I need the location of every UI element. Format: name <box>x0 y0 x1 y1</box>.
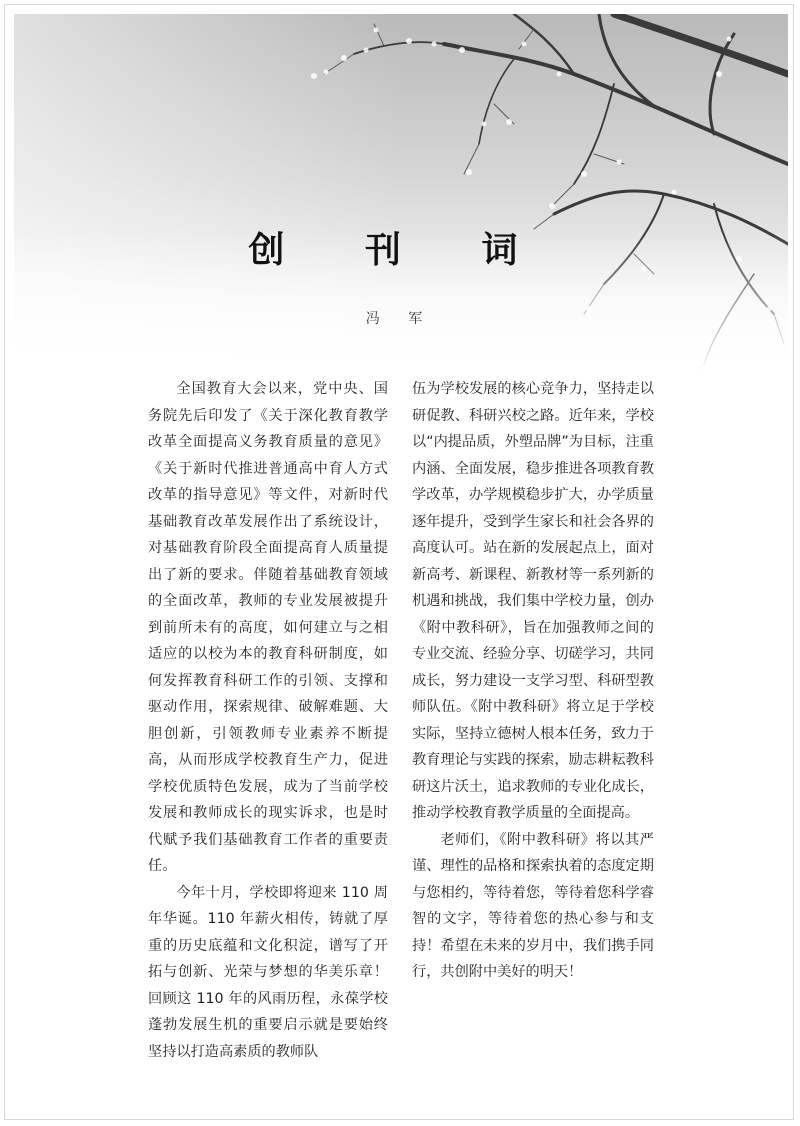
body-paragraph: 今年十月，学校即将迎来 110 周年华诞。110 年薪火相传，铸就了厚重的历史底蕴和文化积淀，谱写了开拓与创新、光荣与梦想的华美乐章！回顾这 110 年的风雨历程，永葆学校蓬勃发展生机的重要启示就是要始终坚持以打造高素质的教师队 <box>148 884 388 1060</box>
article-author: 冯 军 <box>365 311 435 327</box>
article-title: 创 刊 词 <box>248 229 552 271</box>
body-paragraph: 伍为学校发展的核心竞争力，坚持走以研促教、科研兴校之路。近年来，学校以“内提品质，外塑品牌”为目标，注重内涵、全面发展，稳步推进各项教育教学改革，办学规模稳步扩大，办学质量逐年提升，受到学生家长和社会各界的高度认可。站在新的发展起点上，面对新高考、新课程、新教材等一系列新的机遇和挑战，我们集中学校力量，创办《附中教科研》，旨在加强教师之间的专业交流、经验分享、切磋学习，共同成长，努力建设一支学习型、科研型教师队伍。《附中教科研》将立足于学校实际，坚持立德树人根本任务，致力于教育理论与实践的探索，励志耕耘教科研这片沃土，追求教师的专业化成长，推动学校教育教学质量的全面提高。 <box>412 381 654 821</box>
body-column-left <box>148 376 388 1065</box>
body-paragraph: 老师们，《附中教科研》将以其严谨、理性的品格和探索执着的态度定期与您相约，等待着您，等待着您科学睿智的文字，等待着您的热心参与和支持！希望在未来的岁月中，我们携手同行，共创附中美好的明天！ <box>412 831 654 980</box>
body-paragraph: 全国教育大会以来，党中央、国务院先后印发了《关于深化教育教学改革全面提高义务教育质量的意见》《关于新时代推进普通高中育人方式改革的指导意见》等文件，对新时代基础教育改革发展作出了系统设计，对基础教育阶段全面提高育人质量提出了新的要求。伴随着基础教育领域的全面改革，教师的专业发展被提升到前所未有的高度，如何建立与之相适应的以校为本的教育科研制度，如何发挥教育科研工作的引领、支撑和驱动作用，探索规律、破解难题、大胆创新，引领教师专业素养不断提高，从而形成学校教育生产力，促进学校优质特色发展，成为了当前学校发展和教师成长的现实诉求，也是时代赋予我们基础教育工作者的重要责任。 <box>148 381 388 874</box>
body-column-right <box>412 376 654 986</box>
